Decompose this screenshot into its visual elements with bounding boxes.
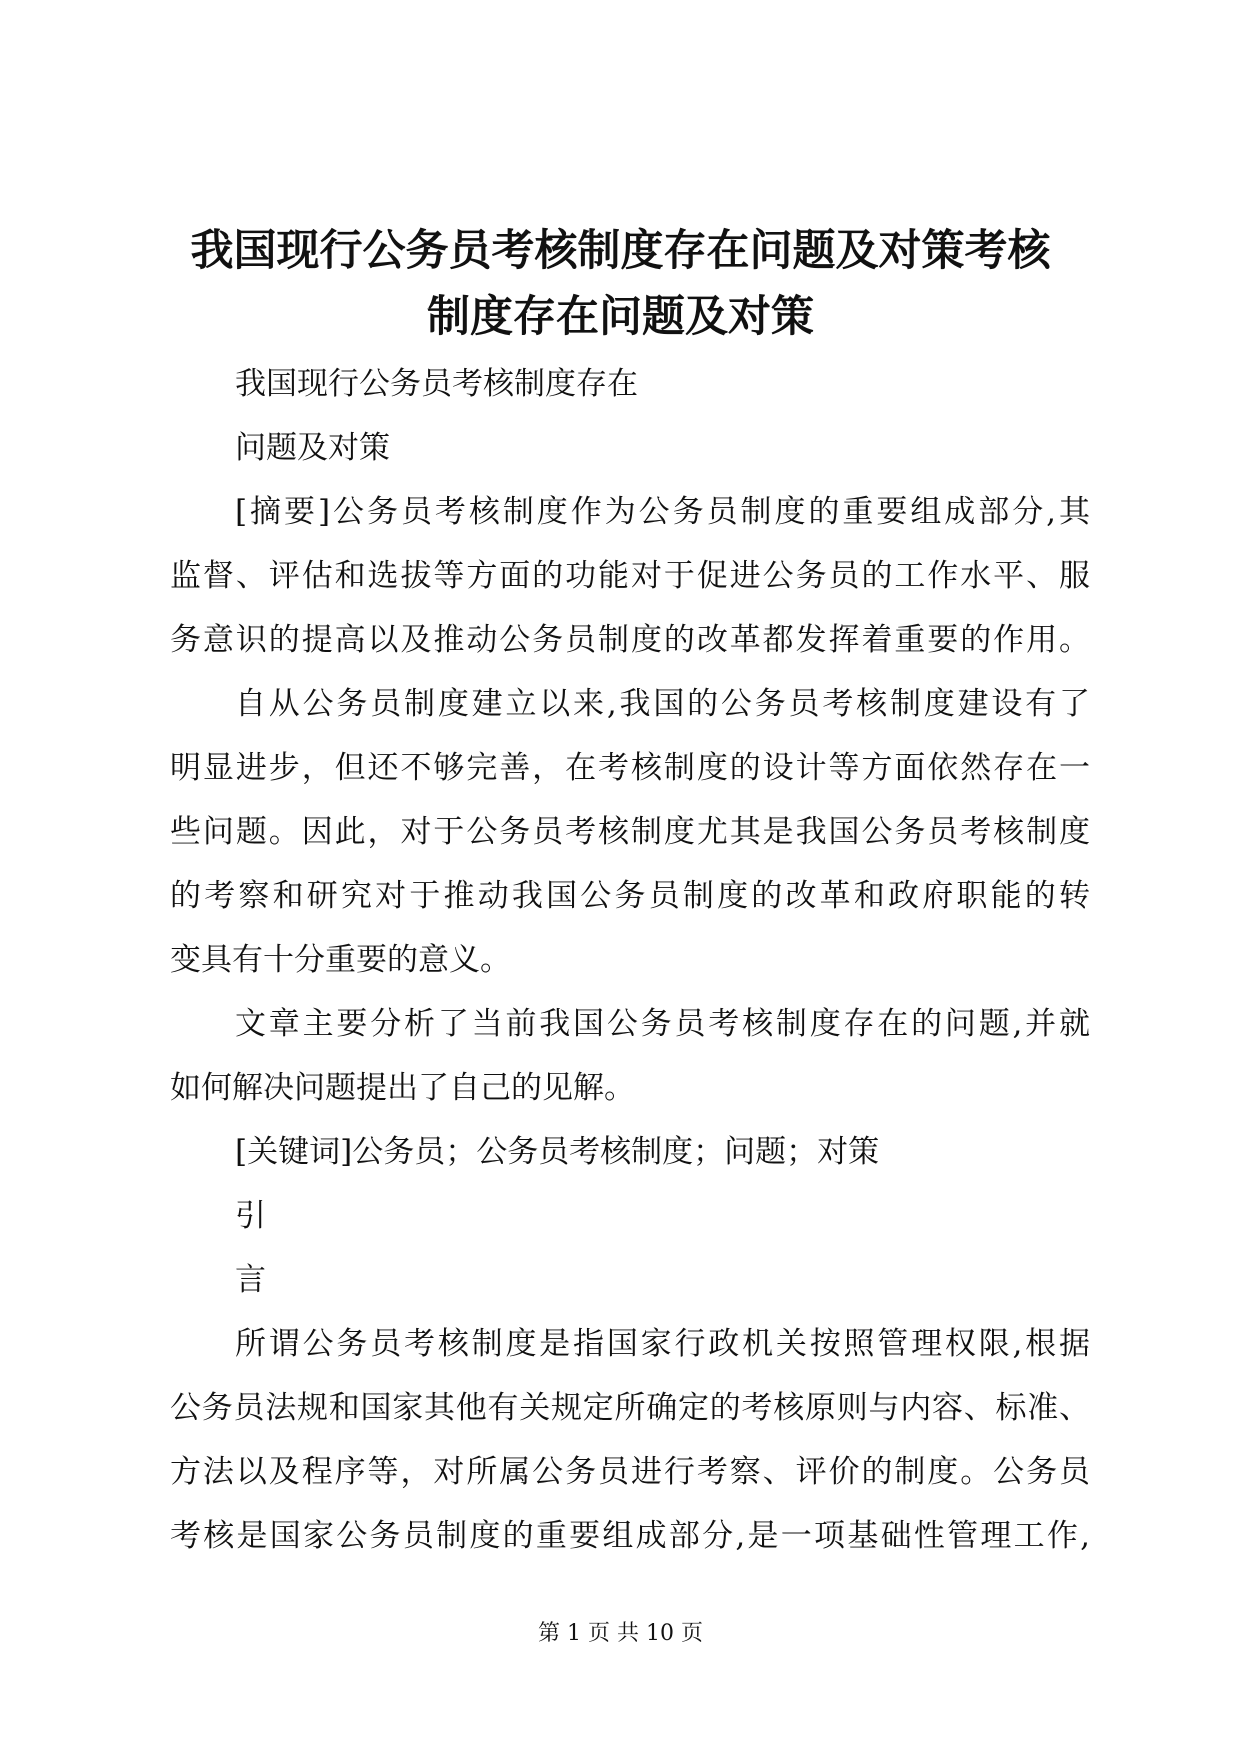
- text-line: 自从公务员制度建立以来,我国的公务员考核制度建设有了: [235, 686, 1090, 722]
- document-body: [170, 352, 1090, 1568]
- text-line: 考核是国家公务员制度的重要组成部分,是一项基础性管理工作,: [170, 1518, 1090, 1554]
- text-line: 如何解决问题提出了自己的见解。: [170, 1070, 635, 1106]
- title-line: 我国现行公务员考核制度存在问题及对策考核: [190, 226, 1051, 276]
- text-line: 我国现行公务员考核制度存在: [235, 366, 638, 402]
- document-title: [0, 218, 1241, 350]
- text-line: [摘要]公务员考核制度作为公务员制度的重要组成部分,其: [235, 494, 1090, 530]
- text-line: 明显进步，但还不够完善，在考核制度的设计等方面依然存在一: [170, 750, 1090, 786]
- text-line: 公务员法规和国家其他有关规定所确定的考核原则与内容、标准、: [170, 1390, 1090, 1426]
- text-line: 务意识的提高以及推动公务员制度的改革都发挥着重要的作用。: [170, 622, 1090, 658]
- text-line: 言: [235, 1262, 266, 1298]
- text-line: 变具有十分重要的意义。: [170, 942, 511, 978]
- text-line: 问题及对策: [235, 430, 390, 466]
- title-line: 制度存在问题及对策: [427, 292, 814, 342]
- text-line: 监督、评估和选拔等方面的功能对于促进公务员的工作水平、服: [170, 558, 1090, 594]
- page-footer: 第 1 页 共 10 页: [538, 1621, 703, 1646]
- text-line: 的考察和研究对于推动我国公务员制度的改革和政府职能的转: [170, 878, 1090, 914]
- text-line: 所谓公务员考核制度是指国家行政机关按照管理权限,根据: [235, 1326, 1090, 1362]
- text-line: 些问题。因此，对于公务员考核制度尤其是我国公务员考核制度: [170, 814, 1090, 850]
- text-line: 文章主要分析了当前我国公务员考核制度存在的问题,并就: [235, 1006, 1090, 1042]
- text-line: 方法以及程序等，对所属公务员进行考察、评价的制度。公务员: [170, 1454, 1090, 1490]
- text-line: 引: [235, 1198, 266, 1234]
- text-line: [关键词]公务员；公务员考核制度；问题；对策: [235, 1134, 880, 1170]
